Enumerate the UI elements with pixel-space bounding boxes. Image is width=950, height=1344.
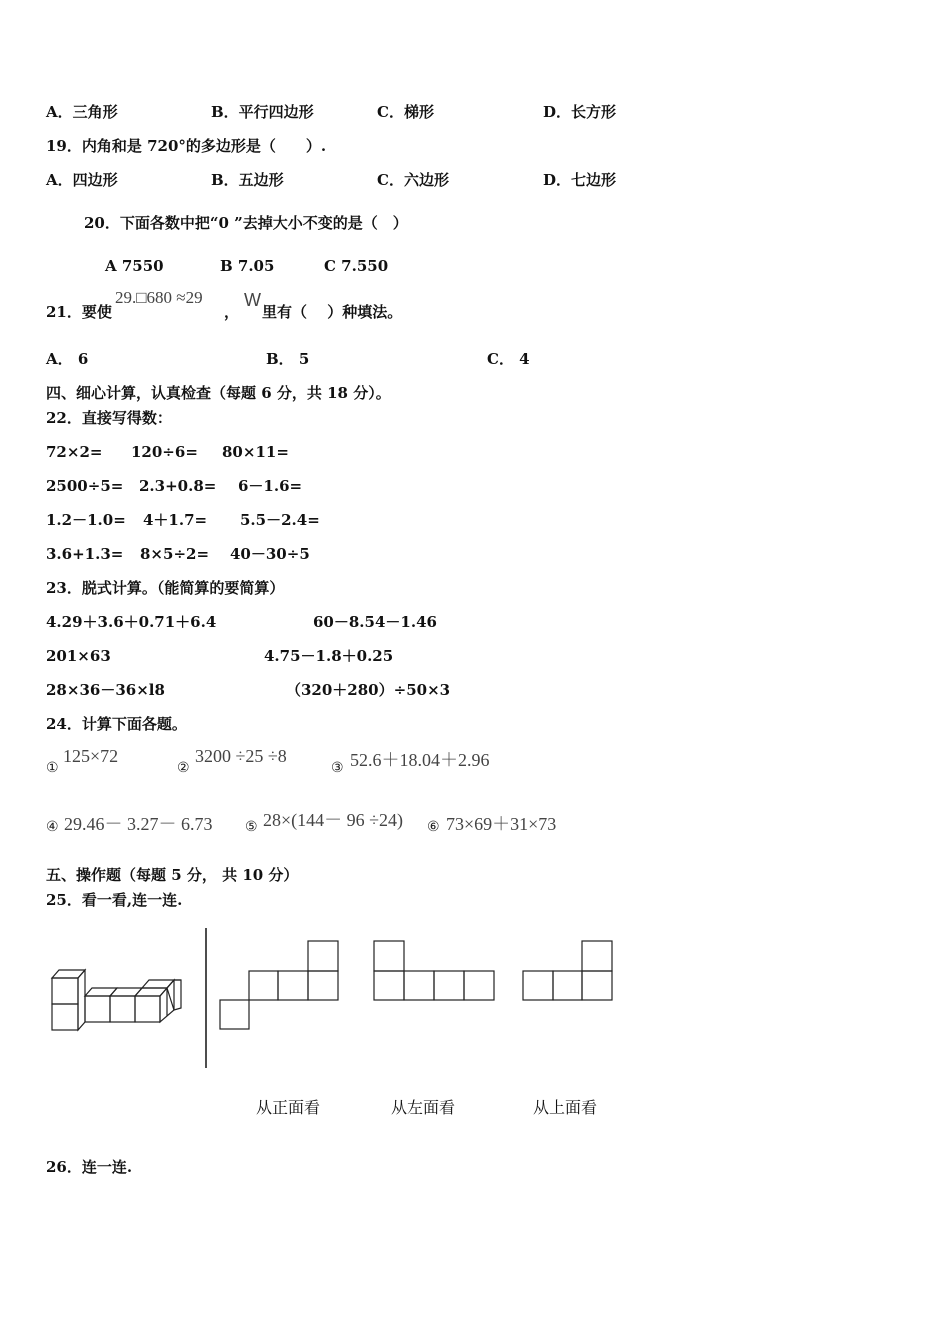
q24-expression: 73×69＋31×73 <box>446 814 557 834</box>
q22-item: 6－1.6= <box>238 477 303 495</box>
q21-option-b: B． 5 <box>266 350 310 368</box>
q22-item: 120÷6= <box>131 443 198 461</box>
q21-comma: ， <box>224 303 240 321</box>
q24-expression: 125×72 <box>63 746 119 766</box>
q18-option-b: B．平行四边形 <box>211 103 314 121</box>
q19-option-a: A．四边形 <box>46 171 118 189</box>
q20-option-c: C 7.550 <box>324 257 389 275</box>
q24-stem: 24．计算下面各题。 <box>46 715 187 733</box>
q24-number: ⑤ <box>245 819 258 835</box>
q18-option-a: A．三角形 <box>46 103 118 121</box>
q19-option-d: D．七边形 <box>543 171 617 189</box>
view-shape-2 <box>374 941 494 1000</box>
q22-item: 72×2= <box>46 443 103 461</box>
q21-formula: 29.□680 ≈29 <box>115 288 203 307</box>
q24-number: ③ <box>331 760 344 776</box>
q20-option-a: A 7550 <box>105 257 164 275</box>
q23-stem: 23．脱式计算。（能简算的要简算） <box>46 579 285 597</box>
view-shape-1 <box>220 941 338 1029</box>
q23-item: 201×63 <box>46 647 111 665</box>
q22-item: 40－30÷5 <box>230 545 310 563</box>
q24-number: ② <box>177 760 190 776</box>
q24-expression: 3200 ÷25 ÷8 <box>195 746 287 766</box>
view-shape-3 <box>523 941 612 1000</box>
q22-item: 80×11= <box>222 443 289 461</box>
q22-item: 1.2－1.0= <box>46 511 126 529</box>
q20-stem: 20．下面各数中把“0 ”去掉大小不变的是（ ） <box>84 214 408 232</box>
q22-item: 2.3+0.8= <box>139 477 217 495</box>
q24-number: ① <box>46 760 59 776</box>
q24-expression: 52.6＋18.04＋2.96 <box>350 750 490 770</box>
q22-item: 5.5－2.4= <box>240 511 320 529</box>
q24-number: ⑥ <box>427 819 440 835</box>
q21-prefix: 21．要使 <box>46 303 112 321</box>
q22-item: 2500÷5= <box>46 477 124 495</box>
q22-item: 4＋1.7= <box>143 511 208 529</box>
q21-option-c: C． 4 <box>487 350 530 368</box>
cube-model-figure <box>52 970 181 1030</box>
q19-option-c: C．六边形 <box>377 171 449 189</box>
q22-item: 3.6+1.3= <box>46 545 124 563</box>
q22-item: 8×5÷2= <box>140 545 210 563</box>
q23-item: 60－8.54－1.46 <box>313 613 437 631</box>
q24-expression: 28×(144－ 96 ÷24) <box>263 810 404 830</box>
view-label-front: 从正面看 <box>256 1098 321 1117</box>
q26-stem: 26．连一连. <box>46 1158 133 1176</box>
q19-option-b: B．五边形 <box>211 171 284 189</box>
section-5-heading: 五、操作题（每题 5 分， 共 10 分） <box>46 866 299 884</box>
q24-expression: 29.46－ 3.27－ 6.73 <box>64 814 213 834</box>
q22-stem: 22．直接写得数： <box>46 409 172 427</box>
q25-stem: 25．看一看,连一连. <box>46 891 183 909</box>
q23-item: 28×36－36×l8 <box>46 681 165 699</box>
q24-number: ④ <box>46 819 59 835</box>
q21-option-a: A． 6 <box>46 350 89 368</box>
q21-symbol: W <box>244 290 261 310</box>
q23-item: 4.75－1.8＋0.25 <box>264 647 394 665</box>
q18-option-c: C．梯形 <box>377 103 434 121</box>
q20-option-b: B 7.05 <box>220 257 275 275</box>
q23-item: 4.29＋3.6＋0.71＋6.4 <box>46 613 217 631</box>
view-label-top: 从上面看 <box>533 1098 598 1117</box>
q23-item: （320＋280）÷50×3 <box>286 681 451 699</box>
view-label-left: 从左面看 <box>391 1098 456 1117</box>
q19-stem: 19．内角和是 720°的多边形是（ ）. <box>46 137 327 155</box>
q21-suffix: 里有（ ）种填法。 <box>262 303 403 321</box>
q18-option-d: D．长方形 <box>543 103 617 121</box>
section-4-heading: 四、细心计算，认真检查（每题 6 分，共 18 分）。 <box>46 384 391 402</box>
